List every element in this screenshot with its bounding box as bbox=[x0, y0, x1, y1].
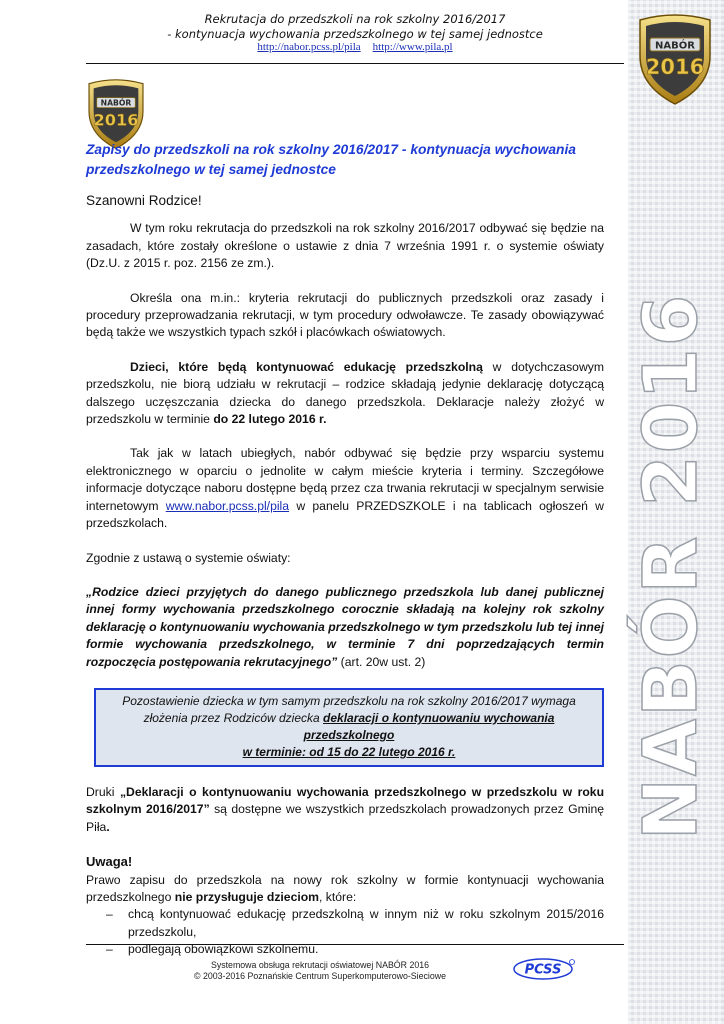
notice-line-2b: deklaracji o kontynuowaniu wychowania przedszkolnego bbox=[303, 710, 555, 742]
paragraph-criteria: Określa ona m.in.: kryteria rekrutacji do publicznych przedszkoli oraz zasady i procedury przeprowadzania rekrutacji, w tym procedury odwoławcze. Te zasady obowiązywać będą także we wszystkich typach szkół i placówkach oświatowych. bbox=[86, 290, 604, 340]
page-header bbox=[86, 12, 624, 54]
header-line-1: Rekrutacja do przedszkoli na rok szkolny 2016/2017 bbox=[204, 12, 506, 26]
decorative-side-strip bbox=[628, 0, 724, 1024]
header-link-pila[interactable]: http://www.pila.pl bbox=[372, 41, 453, 53]
list-item-text: chcą kontynuować edukację przedszkolną w innym niż w roku szkolnym 2015/2016 przedszkolu, bbox=[128, 907, 604, 939]
footer-line-2: © 2003-2016 Poznańskie Centrum Superkomputerowo-Sieciowe bbox=[194, 971, 446, 981]
continuing-bold: Dzieci, które będą kontynuować edukację przedszkolną bbox=[130, 359, 483, 374]
badge-word: NABÓR bbox=[655, 40, 695, 52]
notice-box bbox=[94, 688, 604, 767]
forms-text-2: są dostępne we wszystkich przedszkolach prowadzonych przez Gminę Piła bbox=[86, 802, 604, 834]
warning-bold: nie przysługuje dzieciom bbox=[174, 889, 320, 904]
law-quote-text: „Rodzice dzieci przyjętych do danego publicznego przedszkola lub danej publicznej innej formy wychowania przedszkolnego corocznie składają na kolejny rok szkolny deklarację o kontynuowaniu wychowania przedszkolnego w tym przedszkolu lub tej innej formie wychowania przedszkolnego, w terminie 7 dni poprzedzających termin rozpoczęcia postępowania rekrutacyjnego” bbox=[86, 584, 604, 669]
side-text: NABÓR 2016 bbox=[628, 292, 714, 840]
warning-text-1: Prawo zapisu do przedszkola na nowy rok szkolny w formie kontynuacji wychowania przedszkolnego bbox=[86, 872, 604, 904]
notice-line-2 bbox=[104, 710, 594, 744]
header-link-nabor[interactable]: http://nabor.pcss.pl/pila bbox=[257, 41, 361, 53]
notice-line-1: Pozostawienie dziecka w tym samym przedszkolu na rok szkolny 2016/2017 wymaga bbox=[122, 693, 576, 708]
nabor-logo-icon bbox=[84, 76, 148, 150]
page-footer bbox=[150, 960, 490, 982]
header-divider bbox=[86, 63, 624, 64]
paragraph-forms bbox=[86, 784, 604, 836]
notice-line-3: w terminie: od 15 do 22 lutego 2016 r. bbox=[242, 744, 456, 759]
pcss-logo-text: PCSS bbox=[524, 962, 562, 978]
warning-text-2: , które: bbox=[319, 889, 357, 904]
list-item-text: podlegają obowiązkowi szkolnemu. bbox=[128, 942, 319, 957]
continuing-date: do 22 lutego 2016 r. bbox=[213, 412, 327, 427]
law-quote bbox=[86, 584, 604, 671]
list-dash: – bbox=[106, 942, 113, 957]
pcss-logo-icon bbox=[512, 957, 578, 981]
footer-divider bbox=[86, 944, 624, 945]
paragraph-system bbox=[86, 445, 604, 532]
forms-text-1: Druki bbox=[86, 784, 120, 799]
continuing-text: w dotychczasowym przedszkolu, nie biorą udziału w rekrutacji – rodzice składają jedynie deklarację dotyczącą dalszego uczęszczania dziecka do danego przedszkola. Deklaracje należy złożyć w przedszkolu w terminie bbox=[86, 359, 604, 427]
paragraph-law-intro: Zgodnie z ustawą o systemie oświaty: bbox=[86, 550, 291, 565]
forms-bold: „Deklaracji o kontynuowaniu wychowania przedszkolnego w przedszkolu w roku szkolnym 2016/2017” bbox=[86, 784, 605, 817]
system-text-1: Tak jak w latach ubiegłych, nabór odbywać się będzie przy wsparciu systemu elektronicznego w oparciu o jednolite w całym mieście kryteria i terminy. Szczegółowe informacje dotyczące naboru dostępne będą przez cza trwania rekrutacji w specjalnym serwisie internetowym bbox=[86, 446, 604, 513]
header-line-2: - kontynuacja wychowania przedszkolnego w tej samej jednostce bbox=[167, 26, 543, 41]
system-text-2: w panelu PRZEDSZKOLE i na tablicach ogłoszeń w przedszkolach. bbox=[86, 498, 604, 531]
badge-year: 2016 bbox=[645, 55, 705, 79]
nabor-link[interactable]: www.nabor.pcss.pl/pila bbox=[165, 498, 290, 513]
notice-line-2a: złożenia przez Rodziców dziecka bbox=[143, 710, 324, 725]
logo-word: NABÓR bbox=[100, 98, 132, 108]
list-item bbox=[86, 906, 604, 941]
forms-end: . bbox=[106, 819, 110, 834]
warning-list bbox=[86, 906, 604, 958]
warning-title-text: Uwaga! bbox=[86, 854, 133, 870]
greeting: Szanowni Rodzice! bbox=[86, 193, 202, 208]
document-title: Zapisy do przedszkoli na rok szkolny 2016/2017 - kontynuacja wychowania przedszkolnego w tej samej jednostce bbox=[86, 142, 576, 177]
paragraph-rules: W tym roku rekrutacja do przedszkoli na rok szkolny 2016/2017 odbywać się będzie na zasadach, które zostały określone o ustawie z dnia 7 września 1991 r. o systemie oświaty (Dz.U. z 2015 r. poz. 2156 ze zm.). bbox=[86, 221, 604, 271]
warning-text bbox=[86, 872, 604, 907]
header-links bbox=[86, 41, 624, 54]
law-quote-ref: (art. 20w ust. 2) bbox=[337, 654, 426, 669]
list-dash: – bbox=[106, 907, 113, 922]
paragraph-continuing bbox=[86, 359, 604, 429]
warning-title bbox=[86, 853, 604, 871]
document-body bbox=[86, 192, 604, 959]
logo-year: 2016 bbox=[93, 110, 139, 130]
nabor-badge-icon bbox=[634, 10, 716, 106]
footer-line-1: Systemowa obsługa rekrutacji oświatowej NABÓR 2016 bbox=[210, 960, 430, 970]
side-watermark-text bbox=[626, 150, 722, 850]
